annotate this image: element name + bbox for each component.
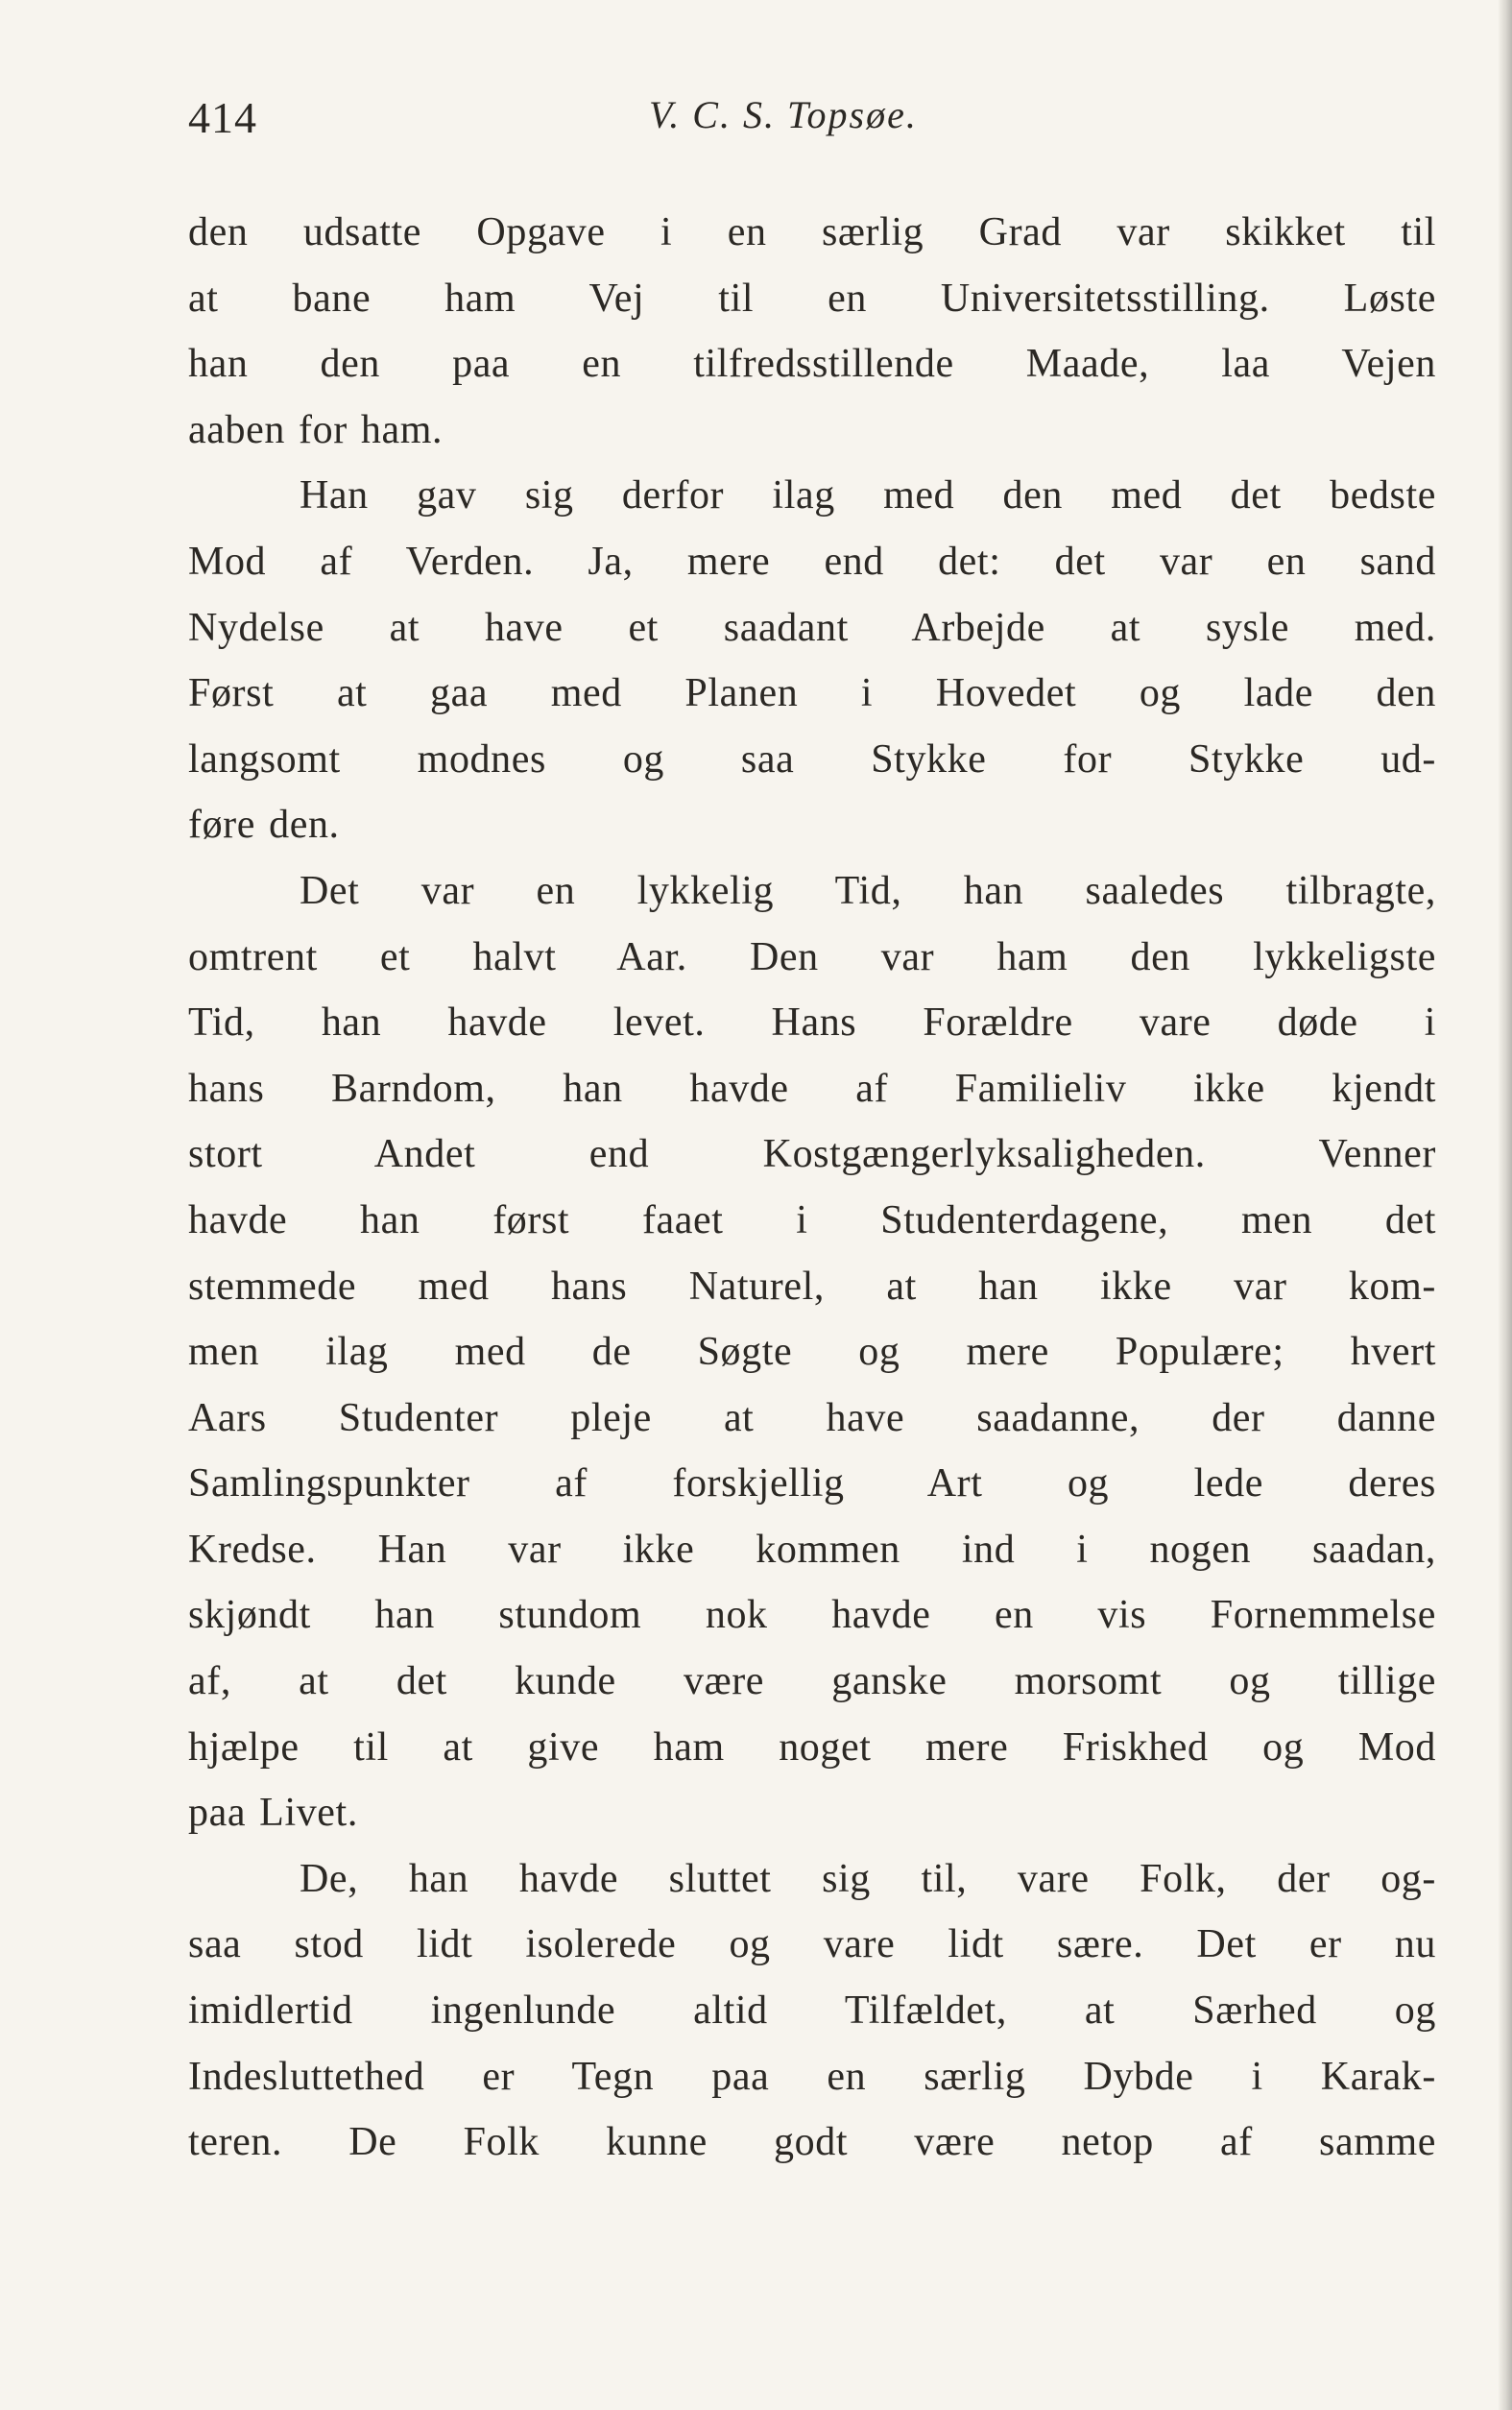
page-number: 414 [188,93,257,142]
text-line: havde han først faaet i Studenterdagene, men det [188,1197,1436,1242]
text-line: hans Barndom, han havde af Familieliv ikke kjendt [188,1066,1436,1111]
page-edge-shadow [1499,0,1512,2410]
text-line: Først at gaa med Planen i Hovedet og lade den [188,671,1436,716]
text-line: teren. De Folk kunne godt være netop af samme [188,2120,1436,2165]
text-line: hjælpe til at give ham noget mere Friskhed og Mod [188,1724,1436,1770]
text-line: Mod af Verden. Ja, mere end det: det var en sand [188,539,1436,584]
text-line: den udsatte Opgave i en særlig Grad var skikket til [188,210,1436,254]
text-line: imidlertid ingenlunde altid Tilfældet, at Særhed og [188,1988,1436,2034]
text-line: Nydelse at have et saadant Arbejde at sysle med. [188,605,1436,650]
text-line: aaben for ham. [188,407,444,452]
text-line: De, han havde sluttet sig til, vare Folk, der og- [300,1856,1436,1901]
text-line: saa stod lidt isolerede og vare lidt sære. Det er nu [188,1922,1436,1967]
text-line: han den paa en tilfredsstillende Maade, laa Vejen [188,342,1436,387]
body-text [188,200,1436,2176]
text-line: Tid, han havde levet. Hans Forældre vare døde i [188,1000,1436,1046]
text-line: Kredse. Han var ikke kommen ind i nogen saadan, [188,1527,1436,1572]
running-head: V. C. S. Topsøe. [649,93,918,136]
text-line: stemmede med hans Naturel, at han ikke var kom- [188,1264,1436,1309]
text-line: Indesluttethed er Tegn paa en særlig Dybde i Karak- [188,2054,1436,2099]
text-line: skjøndt han stundom nok havde en vis Fornemmelse [188,1593,1436,1638]
text-line: men ilag med de Søgte og mere Populære; hvert [188,1330,1436,1375]
text-line: stort Andet end Kostgængerlyksaligheden. Venner [188,1132,1436,1177]
page-header [188,92,1436,150]
text-line: Han gav sig derfor ilag med den med det bedste [300,473,1436,518]
text-line: Samlingspunkter af forskjellig Art og lede deres [188,1461,1436,1506]
text-line: langsomt modnes og saa Stykke for Stykke ud- [188,736,1436,782]
text-line: Aars Studenter pleje at have saadanne, der danne [188,1395,1436,1440]
text-line: føre den. [188,803,340,848]
text-line: af, at det kunde være ganske morsomt og tillige [188,1659,1436,1704]
text-line: omtrent et halvt Aar. Den var ham den lykkeligste [188,934,1436,979]
text-line: at bane ham Vej til en Universitetsstilling. Løste [188,276,1436,321]
text-line: Det var en lykkelig Tid, han saaledes tilbragte, [300,868,1436,913]
text-line: paa Livet. [188,1791,358,1836]
